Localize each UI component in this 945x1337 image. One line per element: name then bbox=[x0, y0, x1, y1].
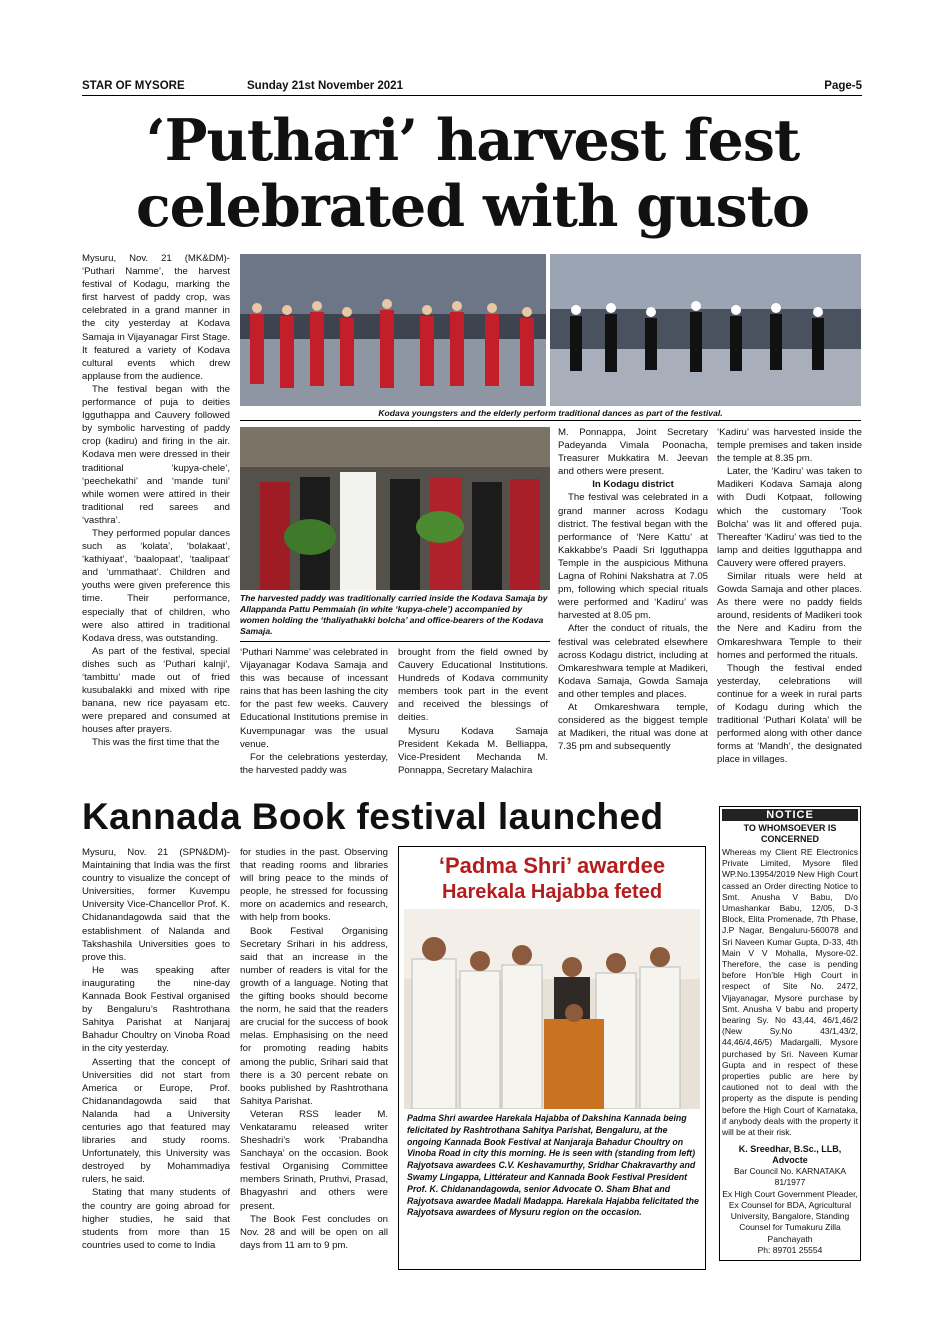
paddy-photo-caption: The harvested paddy was traditionally carried inside the Kodava Samaja by Allappanda Pattu Pemmaiah (in white ‘kupya-chele’) accompanied by women holding the ‘thaliyathakki bolcha’ and office-bearers of the Kodava Samaja. bbox=[240, 593, 548, 636]
notice-title: NOTICE bbox=[722, 809, 858, 821]
padma-title-1: ‘Padma Shri’ awardee bbox=[438, 853, 666, 878]
paragraph: They performed popular dances such as ‘kolata’, ‘bolakaat’, ‘kathiyaat’, ‘baalopaat’, ‘taalipaat’ and ‘ummathaat’. Children and youths were given preference this time. Their performance, especially that of children, who were also attired in traditional Kodava dress, was outstanding. bbox=[82, 527, 230, 644]
paddy-procession-image bbox=[240, 427, 550, 590]
notice-sig-line: Bar Council No. KARNATAKA 81/1977 bbox=[733, 1166, 847, 1188]
dance-photo-right-image bbox=[550, 254, 861, 406]
page-number: Page-5 bbox=[824, 80, 862, 92]
paragraph: Mysuru Kodava Samaja President Kekada M. Belliappa, Vice-President Mechanda M. Ponnappa, Secretary Malachira bbox=[398, 725, 548, 776]
padma-title-2: Harekala Hajabba feted bbox=[441, 881, 663, 903]
paragraph: Mysuru, Nov. 21 (SPN&DM)- Maintaining that India was the first country to visualize the concept of Universities, former Kuvempu University Vice-Chancellor Prof. K. Chidanandagowda said that the establishment of Nalanda and Takshashila Universities goes to prove this. bbox=[82, 847, 230, 963]
notice-signature: K. Sreedhar, B.Sc., LLB, Advocte bbox=[738, 1144, 842, 1166]
notice-box bbox=[719, 806, 861, 1261]
notice-sig-line: Ex High Court Government Pleader, Ex Counsel for BDA, Agricultural University, Bangalore, Standing Counsel for Tumakuru Zilla Panchayath bbox=[722, 1188, 858, 1244]
paragraph: for studies in the past. Observing that reading rooms and libraries will bring peace to the minds of people, he stressed for focussing more on academics and research, with help from books. bbox=[240, 847, 388, 924]
padma-shri-caption: Padma Shri awardee Harekala Hajabba of Dakshina Kannada being felicitated by Rashtrothana Sahitya Parishat, Bengaluru, at the ongoing Kannada Book Festival at Nanjaraja Bahadur Choultry on Vinoba Road in city this morning. He is seen with (standing from left) Rajyotsava awardees C.V. Keshavamurthy, Sridhar Chakravarthy and Swamy Lingappa, Littérateur and Kannada Book Festival President Prof. K. Chidanandagowda, senior Advocate O. Sham Bhat and Rajyotsava awardee Madali Madappa. Harekala Hajabba felicitated the Rajyotsava awardees of Mysuru region on the occasion. bbox=[407, 1113, 699, 1218]
headline-line-2: celebrated with gusto bbox=[135, 173, 810, 240]
felicitation-image bbox=[404, 909, 700, 1109]
book-column-2 bbox=[240, 846, 388, 1252]
puthari-column-2 bbox=[240, 646, 388, 777]
dance-photo-caption: Kodava youngsters and the elderly perform traditional dances as part of the festival. bbox=[378, 408, 723, 418]
paper-name: STAR OF MYSORE bbox=[82, 80, 185, 92]
puthari-column-5 bbox=[717, 426, 862, 766]
dance-photo-left-image bbox=[240, 254, 546, 406]
paragraph: ‘Kadiru’ was harvested inside the temple premises and taken inside the temple at 8.35 pm. bbox=[717, 427, 862, 465]
masthead bbox=[82, 80, 862, 96]
notice-to: TO WHOMSOEVER IS CONCERNED bbox=[743, 823, 837, 844]
dance-photo-right bbox=[550, 254, 861, 406]
caption-divider bbox=[240, 420, 861, 421]
paragraph: The festival was celebrated in a grand manner across Kodagu district. The festival began with the performance of ‘Nere Kattu’ at Kakkabbe’s Paadi Sri Igguthappa Temple in the auspicious Mithuna Lagna of Rohini Nakshatra at 7.05 pm, following which special rituals were performed and ‘Kadiru’ was harvested at 8.05 pm. bbox=[558, 492, 708, 622]
headline-line-1: ‘Puthari’ harvest fest bbox=[145, 107, 800, 174]
dance-photo-left bbox=[240, 254, 546, 406]
paragraph: The festival began with the performance of puja to deities Igguthappa and Cauvery followed by symbolic harvesting of paddy crop (kadiru) and firing in the air. Kodava men were dressed in their traditional ‘kupya-chele’, ‘peechekathi’ and ‘mande tuni’ while women were attired in their traditional red sarees and ‘vasthra’. bbox=[82, 383, 230, 526]
paragraph: The Book Fest concludes on Nov. 28 and will be open on all days from 11 am to 9 pm. bbox=[240, 1213, 388, 1251]
notice-body: Whereas my Client RE Electronics Private Limited, Mysore filed WP.No.13954/2019 New High Court cassed an Order directing Notice to Smt. Anusha V Babu, D/o Umashankar Babu, 12/05, D-3 Block, Elita Promenade, 7th Phase, J.P Nagar, Bengaluru-560078 and Sri Naveen Kumar Gupta, D-33, 4th Main V V Mohalla, Mysore-02. Therefore, the case is pending before Hon’ble High Court in respect of Site No. 2472, Vijayanagar, Mysore purchase by Smt. Anusha V babu and property bearing Sy. No 43,44, 46/1,46/2 (New Sy.No 43/1,43/2, 44,46/4,46/5) Madargalli, Mysore purchased by Sri. Naveen Kumar Gupta and in respect of these properties public are here by cautioned not to deal with the property as the dispute is pending before the High Court of Karnataka, if anybody deals with the property it will be at their risk. bbox=[722, 847, 858, 1138]
paddy-procession-photo bbox=[240, 427, 550, 590]
notice-phone: Ph: 89701 25554 bbox=[757, 1244, 823, 1255]
paragraph: brought from the field owned by Cauvery Educational Institutions. Hundreds of Kodava community members took part in the event and received the blessings of deities. bbox=[398, 647, 548, 724]
issue-date: Sunday 21st November 2021 bbox=[247, 80, 403, 92]
paragraph: ‘Puthari Namme’ was celebrated in Vijayanagar Kodava Samaja and this was because of incessant rains that has been lashing the city for the past few weeks. Cauvery Educational Institutions premise in Kuvempunagar was the usual venue. bbox=[240, 647, 388, 750]
paragraph: This was the first time that the bbox=[92, 737, 220, 749]
paragraph: M. Ponnappa, Joint Secretary Padeyanda Vimala Poonacha, Treasurer Mukkatira M. Jeevan and others were present. bbox=[558, 427, 708, 478]
paragraph: Stating that many students of the country are going abroad for higher studies, he said that students from more than 15 countries used to come to India bbox=[82, 1187, 230, 1251]
paragraph: Book Festival Organising Secretary Srihari in his address, said that an increase in the number of readers is vital for the growth of a language. Noting that the gifting books should become the norm, he said that the readers are crucial for the success of book melas. Emphasising on the need for promoting reading habits among the public, Srihari said that there is a 30 percent rebate on books published by Rashtrothana Sahitya Parishat. bbox=[240, 925, 388, 1107]
paragraph: Asserting that the concept of Universities did not start from America or Europe, Prof. Chidanandagowda said that Nalanda had a University centuries ago that featured may libraries and study rooms. Unfortunately, this University was destroyed by Mohammadiya rulers, he said. bbox=[82, 1056, 230, 1186]
book-festival-headline: Kannada Book festival launched bbox=[82, 796, 664, 837]
paragraph: Though the festival ended yesterday, celebrations will continue for a week in rural parts of Kodagu during which the traditional ‘Puthari Kolata’ will be performed along with other dance forms at ‘Mandh’, the designated place in villages. bbox=[717, 662, 862, 766]
caption-divider-2 bbox=[240, 641, 550, 642]
puthari-column-3 bbox=[398, 646, 548, 777]
paragraph: At Omkareshwara temple, considered as the biggest temple at Madikeri, the ritual was done at 7.35 pm and subsequently bbox=[558, 701, 708, 753]
paragraph: He was speaking after inaugurating the nine-day Kannada Book Festival organised by Bengaluru’s Rashtrothana Sahitya Parishat at Nanjaraj Bahadur Choultry on Vinoba Road in the city yesterday. bbox=[82, 964, 230, 1055]
padma-shri-box bbox=[398, 846, 706, 1270]
paragraph: After the conduct of rituals, the festival was celebrated elsewhere across Kodagu district, including at Omkareshwara temple at Madikeri, Kodava Samaja, Gowda Samaja and other temples and places. bbox=[558, 623, 708, 700]
paragraph: Later, the ‘Kadiru’ was taken to Madikeri Kodava Samaja along with Dudi Kotpaat, following which the customary ‘Took Bolcha’ was lit and offered puja. Thereafter ‘Kadiru’ was tied to the lamp and deities Igguthappa and Cauvery were offered prayers. bbox=[717, 466, 862, 569]
padma-shri-photo bbox=[404, 909, 700, 1109]
paragraph: As part of the festival, special dishes such as ‘Puthari kalnji’, ‘tambittu’ made out of fried kusubalakki and mixed with ripe banana, new rice payasam etc. were prepared and consumed at houses after prayers. bbox=[82, 645, 230, 736]
puthari-column-1 bbox=[82, 252, 230, 750]
paragraph: For the celebrations yesterday, the harvested paddy was bbox=[240, 751, 388, 776]
paragraph: Similar rituals were held at Gowda Samaja and other places. As there were no paddy fields around, residents of Madikeri took the Nere and Kadiru from the Omkareshwara Temple to their homes and performed the rituals. bbox=[717, 571, 862, 661]
subheading-kodagu: In Kodagu district bbox=[592, 479, 674, 491]
puthari-column-4 bbox=[558, 426, 708, 753]
paragraph: Mysuru, Nov. 21 (MK&DM)- ‘Puthari Namme’, the harvest festival of Kodagu, marking the first harvest of paddy crop, was celebrated in a grand manner in the city yesterday at Kodava Samaja in Vijayanagar First Stage. It featured a variety of Kodava cultural events which drew applause from the audience. bbox=[82, 253, 230, 382]
book-column-1 bbox=[82, 846, 230, 1252]
paragraph: Veteran RSS leader M. Venkataramu released writer Sheshadri’s work ‘Prabandha Sanchaya’ on the occasion. Book festival Organising Committee members Srinath, Pruthvi, Prasad, Bhagyashri and others were present. bbox=[240, 1108, 388, 1212]
